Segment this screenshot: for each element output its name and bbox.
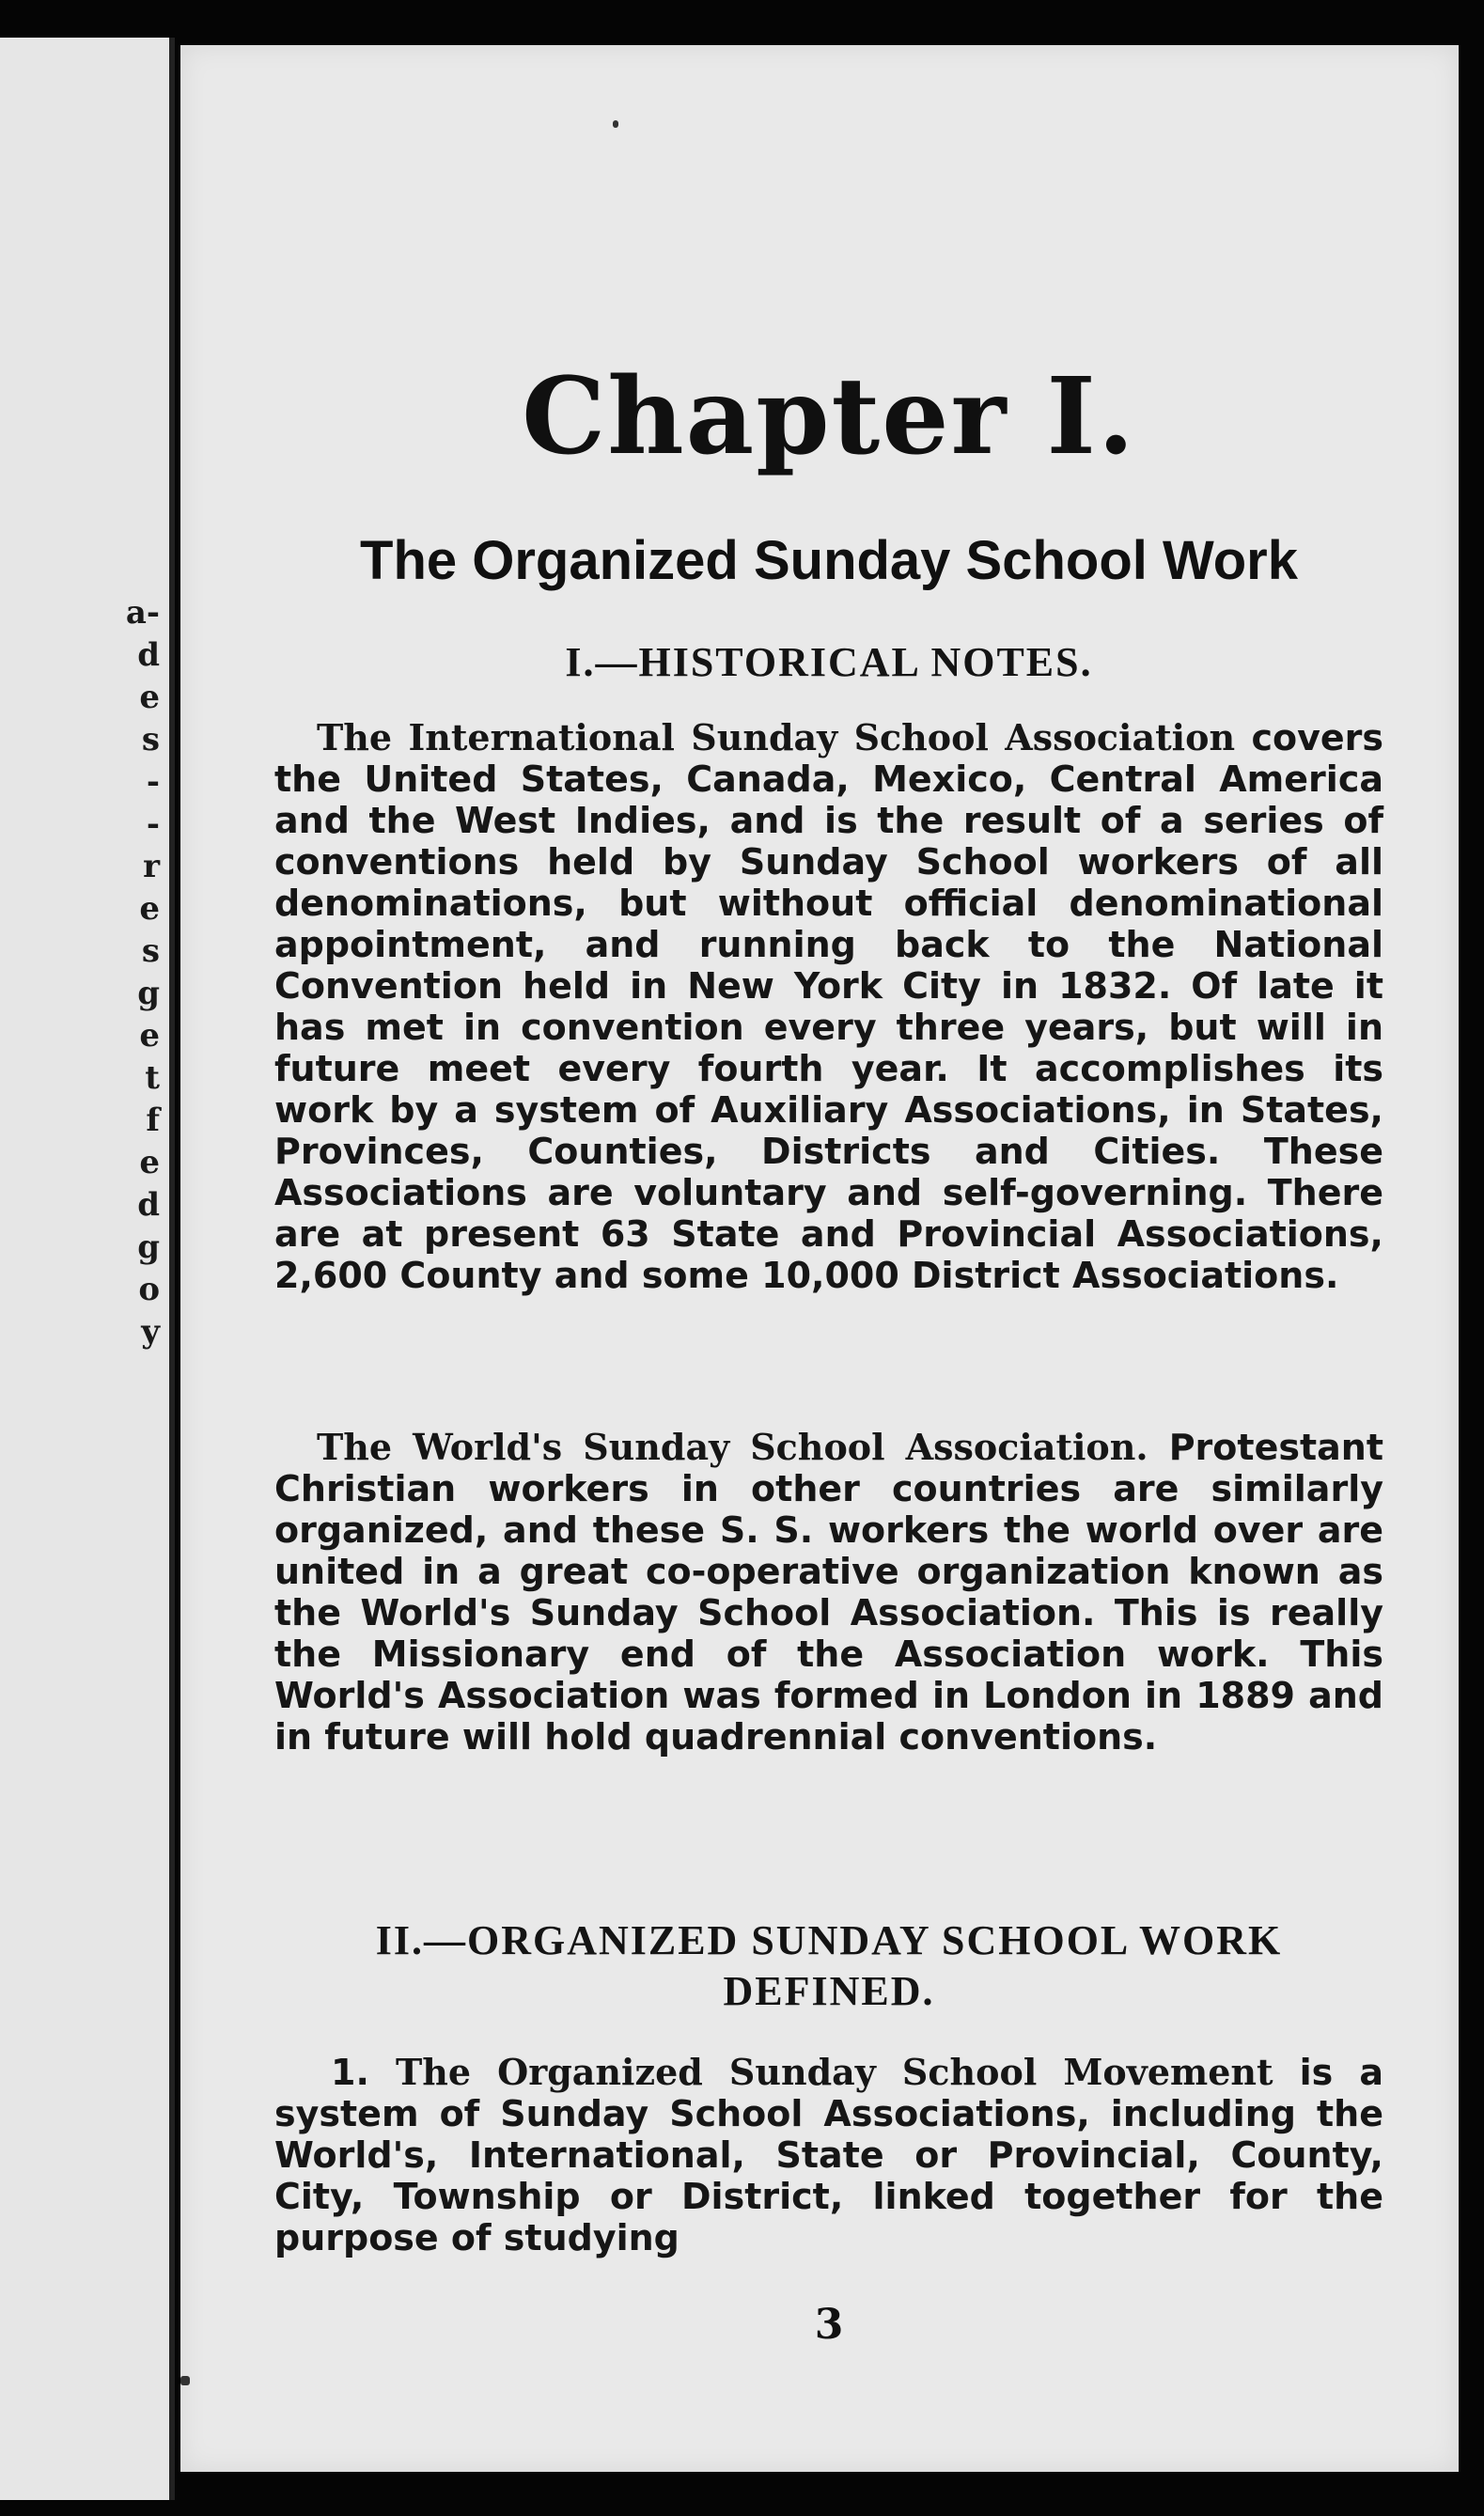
edge-letter: - — [146, 805, 160, 843]
edge-letter: e — [139, 679, 160, 716]
edge-letter: r — [143, 848, 160, 885]
edge-letter: e — [139, 890, 160, 928]
paragraph-number: 1. — [331, 2052, 396, 2093]
edge-letter: y — [141, 1313, 160, 1351]
previous-page-letters — [122, 592, 160, 1353]
edge-letter: d — [137, 636, 160, 674]
paragraph-organized-movement — [274, 2052, 1383, 2258]
edge-letter: g — [137, 1228, 160, 1266]
paragraph-body: is a system of Sunday School Associations, including the World's, International, State or Provincial, County, City, Township or District, linked together for the purpose of studying — [274, 2052, 1383, 2258]
edge-letter: t — [145, 1059, 160, 1097]
edge-letter: o — [138, 1271, 160, 1308]
paragraph-lead: The World's Sunday School Association. — [317, 1426, 1148, 1468]
edge-letter: s — [141, 721, 160, 758]
edge-letter: e — [139, 1017, 160, 1055]
heading-historical-notes: I.—HISTORICAL NOTES. — [565, 639, 1093, 685]
heading-organized-work-defined: II.—ORGANIZED SUNDAY SCHOOL WORK DEFINED. — [375, 1917, 1283, 2014]
edge-letter: g — [137, 975, 160, 1012]
document-page — [180, 45, 1459, 2472]
paragraph-lead: The Organized Sunday School Movement — [395, 2051, 1273, 2093]
edge-letter: f — [146, 1102, 160, 1139]
paragraph-body: covers the United States, Canada, Mexico, Central America and the West Indies, and is the result of a series of conventions held by Sunday School workers of all denominations, but without official denominational appointment, and running back to the National Convention held in New York City in 1832. Of late it has met in convention every three years, but will in future meet every fourth year. It accomplishes its work by a system of Auxiliary Associations, in States, Provinces, Counties, Districts and Cities. These Associations are voluntary and self-governing. There are at present 63 State and Provincial Associations, 2,600 County and some 10,000 District Associations. — [274, 717, 1383, 1296]
edge-letter: - — [146, 763, 160, 801]
paragraph-international-association — [274, 717, 1383, 1296]
paragraph-body: Protestant Christian workers in other countries are similarly organized, and these S. S. workers the world over are united in a great co-operative organization known as the World's Sunday School Association. This is really the Missionary end of the Association work. This World's Association was formed in London in 1889 and in future will hold quadrennial conventions. — [274, 1427, 1383, 1758]
paragraph-lead: The International Sunday School Association — [317, 716, 1236, 758]
edge-letter: e — [139, 1144, 160, 1181]
previous-page-edge — [0, 38, 175, 2500]
edge-letter: s — [141, 932, 160, 970]
chapter-title: Chapter I. — [522, 355, 1136, 478]
speck-mark — [613, 120, 618, 128]
edge-letter: d — [137, 1186, 160, 1224]
edge-letter: a- — [125, 594, 160, 632]
paragraph-worlds-association — [274, 1427, 1383, 1758]
section-title: The Organized Sunday School Work — [360, 530, 1298, 591]
page-number: 3 — [814, 2301, 844, 2349]
speck-mark — [180, 2376, 190, 2385]
